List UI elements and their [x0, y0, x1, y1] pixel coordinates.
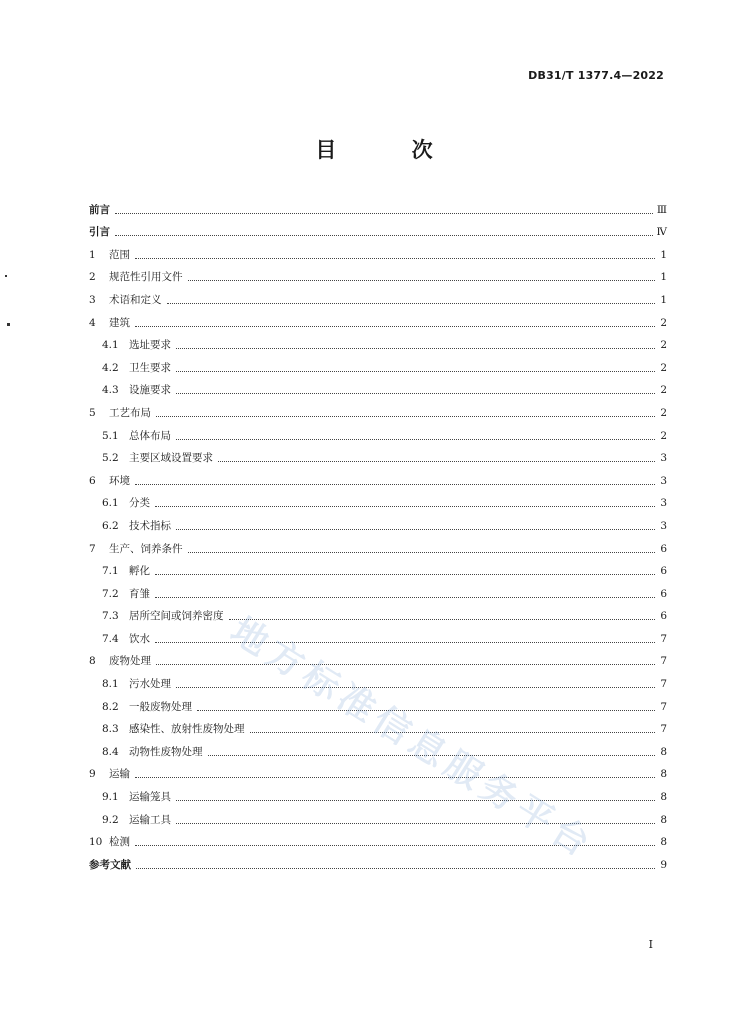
- toc-entry-label: 范围: [109, 248, 130, 261]
- toc-entry-number: 3: [89, 293, 96, 306]
- toc-entry-page: 2: [660, 361, 667, 374]
- toc-entry-label: 一般废物处理: [129, 700, 192, 713]
- toc-dot-leader: [135, 483, 655, 485]
- toc-dot-leader: [135, 325, 655, 327]
- toc-entry[interactable]: [89, 488, 667, 511]
- toc-entry[interactable]: [89, 827, 667, 850]
- toc-entry-number: 6.1: [102, 497, 119, 510]
- toc-entry-number: 7.1: [102, 565, 119, 578]
- toc-entry-number: 8: [89, 655, 96, 668]
- toc-dot-leader: [156, 663, 655, 665]
- toc-entry-label: 感染性、放射性废物处理: [129, 723, 245, 736]
- toc-entry-number: 4.1: [102, 339, 119, 352]
- toc-entry[interactable]: [89, 759, 667, 782]
- toc-entry-label: 育雏: [129, 587, 150, 600]
- toc-entry-page: 8: [660, 768, 667, 781]
- toc-entry-label: 工艺布局: [109, 406, 151, 419]
- toc-entry-number: 8.3: [102, 723, 119, 736]
- toc-entry-number: 4: [89, 316, 96, 329]
- toc-entry-page: 8: [660, 745, 667, 758]
- toc-entry[interactable]: [89, 736, 667, 759]
- toc-entry-number: 5: [89, 406, 96, 419]
- toc-entry[interactable]: [89, 646, 667, 669]
- table-of-contents: [89, 194, 667, 872]
- scan-speck: [5, 275, 7, 277]
- toc-entry-page: Ⅲ: [656, 203, 667, 216]
- toc-dot-leader: [176, 392, 655, 394]
- toc-entry[interactable]: [89, 714, 667, 737]
- toc-entry[interactable]: [89, 352, 667, 375]
- toc-entry[interactable]: [89, 556, 667, 579]
- toc-entry-label: 运输工具: [129, 813, 171, 826]
- toc-dot-leader: [155, 596, 655, 598]
- toc-entry[interactable]: [89, 262, 667, 285]
- toc-dot-leader: [167, 302, 656, 304]
- toc-entry-number: 4.2: [102, 361, 119, 374]
- toc-dot-leader: [188, 279, 656, 281]
- toc-dot-leader: [176, 370, 655, 372]
- toc-dot-leader: [155, 573, 655, 575]
- toc-entry[interactable]: [89, 217, 667, 240]
- toc-entry[interactable]: [89, 307, 667, 330]
- toc-entry-number: 9.1: [102, 791, 119, 804]
- toc-entry-label: 污水处理: [129, 678, 171, 691]
- toc-dot-leader: [176, 347, 655, 349]
- toc-entry-label: 孵化: [129, 565, 150, 578]
- toc-dot-leader: [136, 867, 655, 869]
- toc-entry-label: 饮水: [129, 632, 150, 645]
- toc-entry-label: 动物性废物处理: [129, 745, 203, 758]
- toc-entry[interactable]: [89, 668, 667, 691]
- toc-entry[interactable]: [89, 781, 667, 804]
- page-number: I: [648, 938, 653, 951]
- toc-entry-number: 4.3: [102, 384, 119, 397]
- toc-entry-page: 8: [660, 791, 667, 804]
- toc-entry[interactable]: [89, 284, 667, 307]
- toc-entry[interactable]: [89, 691, 667, 714]
- toc-entry-number: 9: [89, 768, 96, 781]
- toc-entry[interactable]: [89, 510, 667, 533]
- toc-entry[interactable]: [89, 420, 667, 443]
- toc-entry-page: 1: [660, 293, 667, 306]
- toc-entry[interactable]: [89, 601, 667, 624]
- toc-entry-label: 废物处理: [109, 655, 151, 668]
- toc-entry-page: 2: [660, 339, 667, 352]
- toc-entry[interactable]: [89, 849, 667, 872]
- toc-entry[interactable]: [89, 443, 667, 466]
- toc-entry-label: 分类: [129, 497, 150, 510]
- toc-entry-number: 9.2: [102, 813, 119, 826]
- toc-entry-number: 1: [89, 248, 96, 261]
- toc-entry-page: 3: [660, 474, 667, 487]
- toc-entry-page: 2: [660, 316, 667, 329]
- toc-entry-label: 术语和定义: [109, 293, 162, 306]
- toc-entry-page: 9: [660, 858, 667, 871]
- toc-entry[interactable]: [89, 239, 667, 262]
- toc-entry-label: 检测: [109, 836, 130, 849]
- document-code: DB31/T 1377.4—2022: [528, 69, 664, 82]
- toc-dot-leader: [176, 686, 655, 688]
- toc-entry[interactable]: [89, 397, 667, 420]
- toc-dot-leader: [176, 438, 655, 440]
- toc-entry-page: 7: [660, 632, 667, 645]
- toc-entry-page: Ⅳ: [656, 226, 667, 239]
- toc-dot-leader: [218, 460, 655, 462]
- toc-entry-label: 运输: [109, 768, 130, 781]
- toc-entry-label: 规范性引用文件: [109, 271, 183, 284]
- toc-entry-label: 运输笼具: [129, 791, 171, 804]
- toc-entry-page: 8: [660, 836, 667, 849]
- scan-speck: [7, 323, 10, 326]
- toc-entry[interactable]: [89, 330, 667, 353]
- toc-entry-number: 6.2: [102, 519, 119, 532]
- toc-dot-leader: [208, 754, 656, 756]
- toc-entry-label: 总体布局: [129, 429, 171, 442]
- toc-entry[interactable]: [89, 194, 667, 217]
- toc-entry-label: 前言: [89, 203, 110, 216]
- toc-entry[interactable]: [89, 465, 667, 488]
- toc-entry[interactable]: [89, 533, 667, 556]
- toc-entry-number: 7.3: [102, 610, 119, 623]
- toc-dot-leader: [135, 844, 655, 846]
- toc-dot-leader: [176, 799, 655, 801]
- toc-entry-page: 7: [660, 723, 667, 736]
- toc-entry-number: 5.2: [102, 452, 119, 465]
- toc-entry-number: 6: [89, 474, 96, 487]
- toc-entry-page: 6: [660, 610, 667, 623]
- toc-dot-leader: [155, 641, 655, 643]
- toc-dot-leader: [155, 505, 655, 507]
- toc-dot-leader: [115, 212, 653, 214]
- toc-dot-leader: [115, 234, 653, 236]
- toc-entry-label: 居所空间或饲养密度: [129, 610, 224, 623]
- toc-entry-label: 引言: [89, 226, 110, 239]
- toc-entry-page: 6: [660, 565, 667, 578]
- toc-entry[interactable]: [89, 375, 667, 398]
- toc-entry-page: 8: [660, 813, 667, 826]
- toc-dot-leader: [176, 822, 655, 824]
- toc-entry-page: 1: [660, 248, 667, 261]
- toc-dot-leader: [135, 776, 655, 778]
- toc-dot-leader: [156, 415, 655, 417]
- toc-entry-label: 设施要求: [129, 384, 171, 397]
- toc-dot-leader: [135, 257, 655, 259]
- watermark-text: 地方标准信息服务平台: [223, 610, 602, 868]
- toc-entry-label: 选址要求: [129, 339, 171, 352]
- toc-entry-label: 建筑: [109, 316, 130, 329]
- toc-entry-page: 7: [660, 678, 667, 691]
- toc-entry[interactable]: [89, 578, 667, 601]
- toc-entry-page: 3: [660, 519, 667, 532]
- toc-entry-page: 2: [660, 429, 667, 442]
- toc-entry-page: 2: [660, 406, 667, 419]
- toc-dot-leader: [197, 709, 655, 711]
- toc-entry-page: 2: [660, 384, 667, 397]
- toc-entry-label: 环境: [109, 474, 130, 487]
- toc-dot-leader: [188, 551, 656, 553]
- toc-entry-page: 6: [660, 542, 667, 555]
- toc-entry-label: 卫生要求: [129, 361, 171, 374]
- toc-entry-label: 参考文献: [89, 858, 131, 871]
- toc-entry-number: 8.4: [102, 745, 119, 758]
- toc-entry[interactable]: [89, 623, 667, 646]
- toc-entry-number: 2: [89, 271, 96, 284]
- toc-entry-page: 3: [660, 452, 667, 465]
- toc-entry-page: 1: [660, 271, 667, 284]
- toc-entry-number: 7.4: [102, 632, 119, 645]
- toc-entry-label: 生产、饲养条件: [109, 542, 183, 555]
- page-title: 目 次: [315, 138, 467, 162]
- toc-entry-number: 5.1: [102, 429, 119, 442]
- toc-dot-leader: [250, 731, 656, 733]
- toc-entry-label: 技术指标: [129, 519, 171, 532]
- toc-entry-number: 10: [89, 836, 103, 849]
- toc-entry-page: 6: [660, 587, 667, 600]
- toc-entry-label: 主要区域设置要求: [129, 452, 213, 465]
- toc-dot-leader: [176, 528, 655, 530]
- toc-entry-number: 8.2: [102, 700, 119, 713]
- toc-entry[interactable]: [89, 804, 667, 827]
- toc-entry-number: 8.1: [102, 678, 119, 691]
- toc-entry-page: 7: [660, 655, 667, 668]
- toc-entry-number: 7: [89, 542, 96, 555]
- toc-entry-number: 7.2: [102, 587, 119, 600]
- toc-dot-leader: [229, 618, 656, 620]
- toc-entry-page: 3: [660, 497, 667, 510]
- toc-entry-page: 7: [660, 700, 667, 713]
